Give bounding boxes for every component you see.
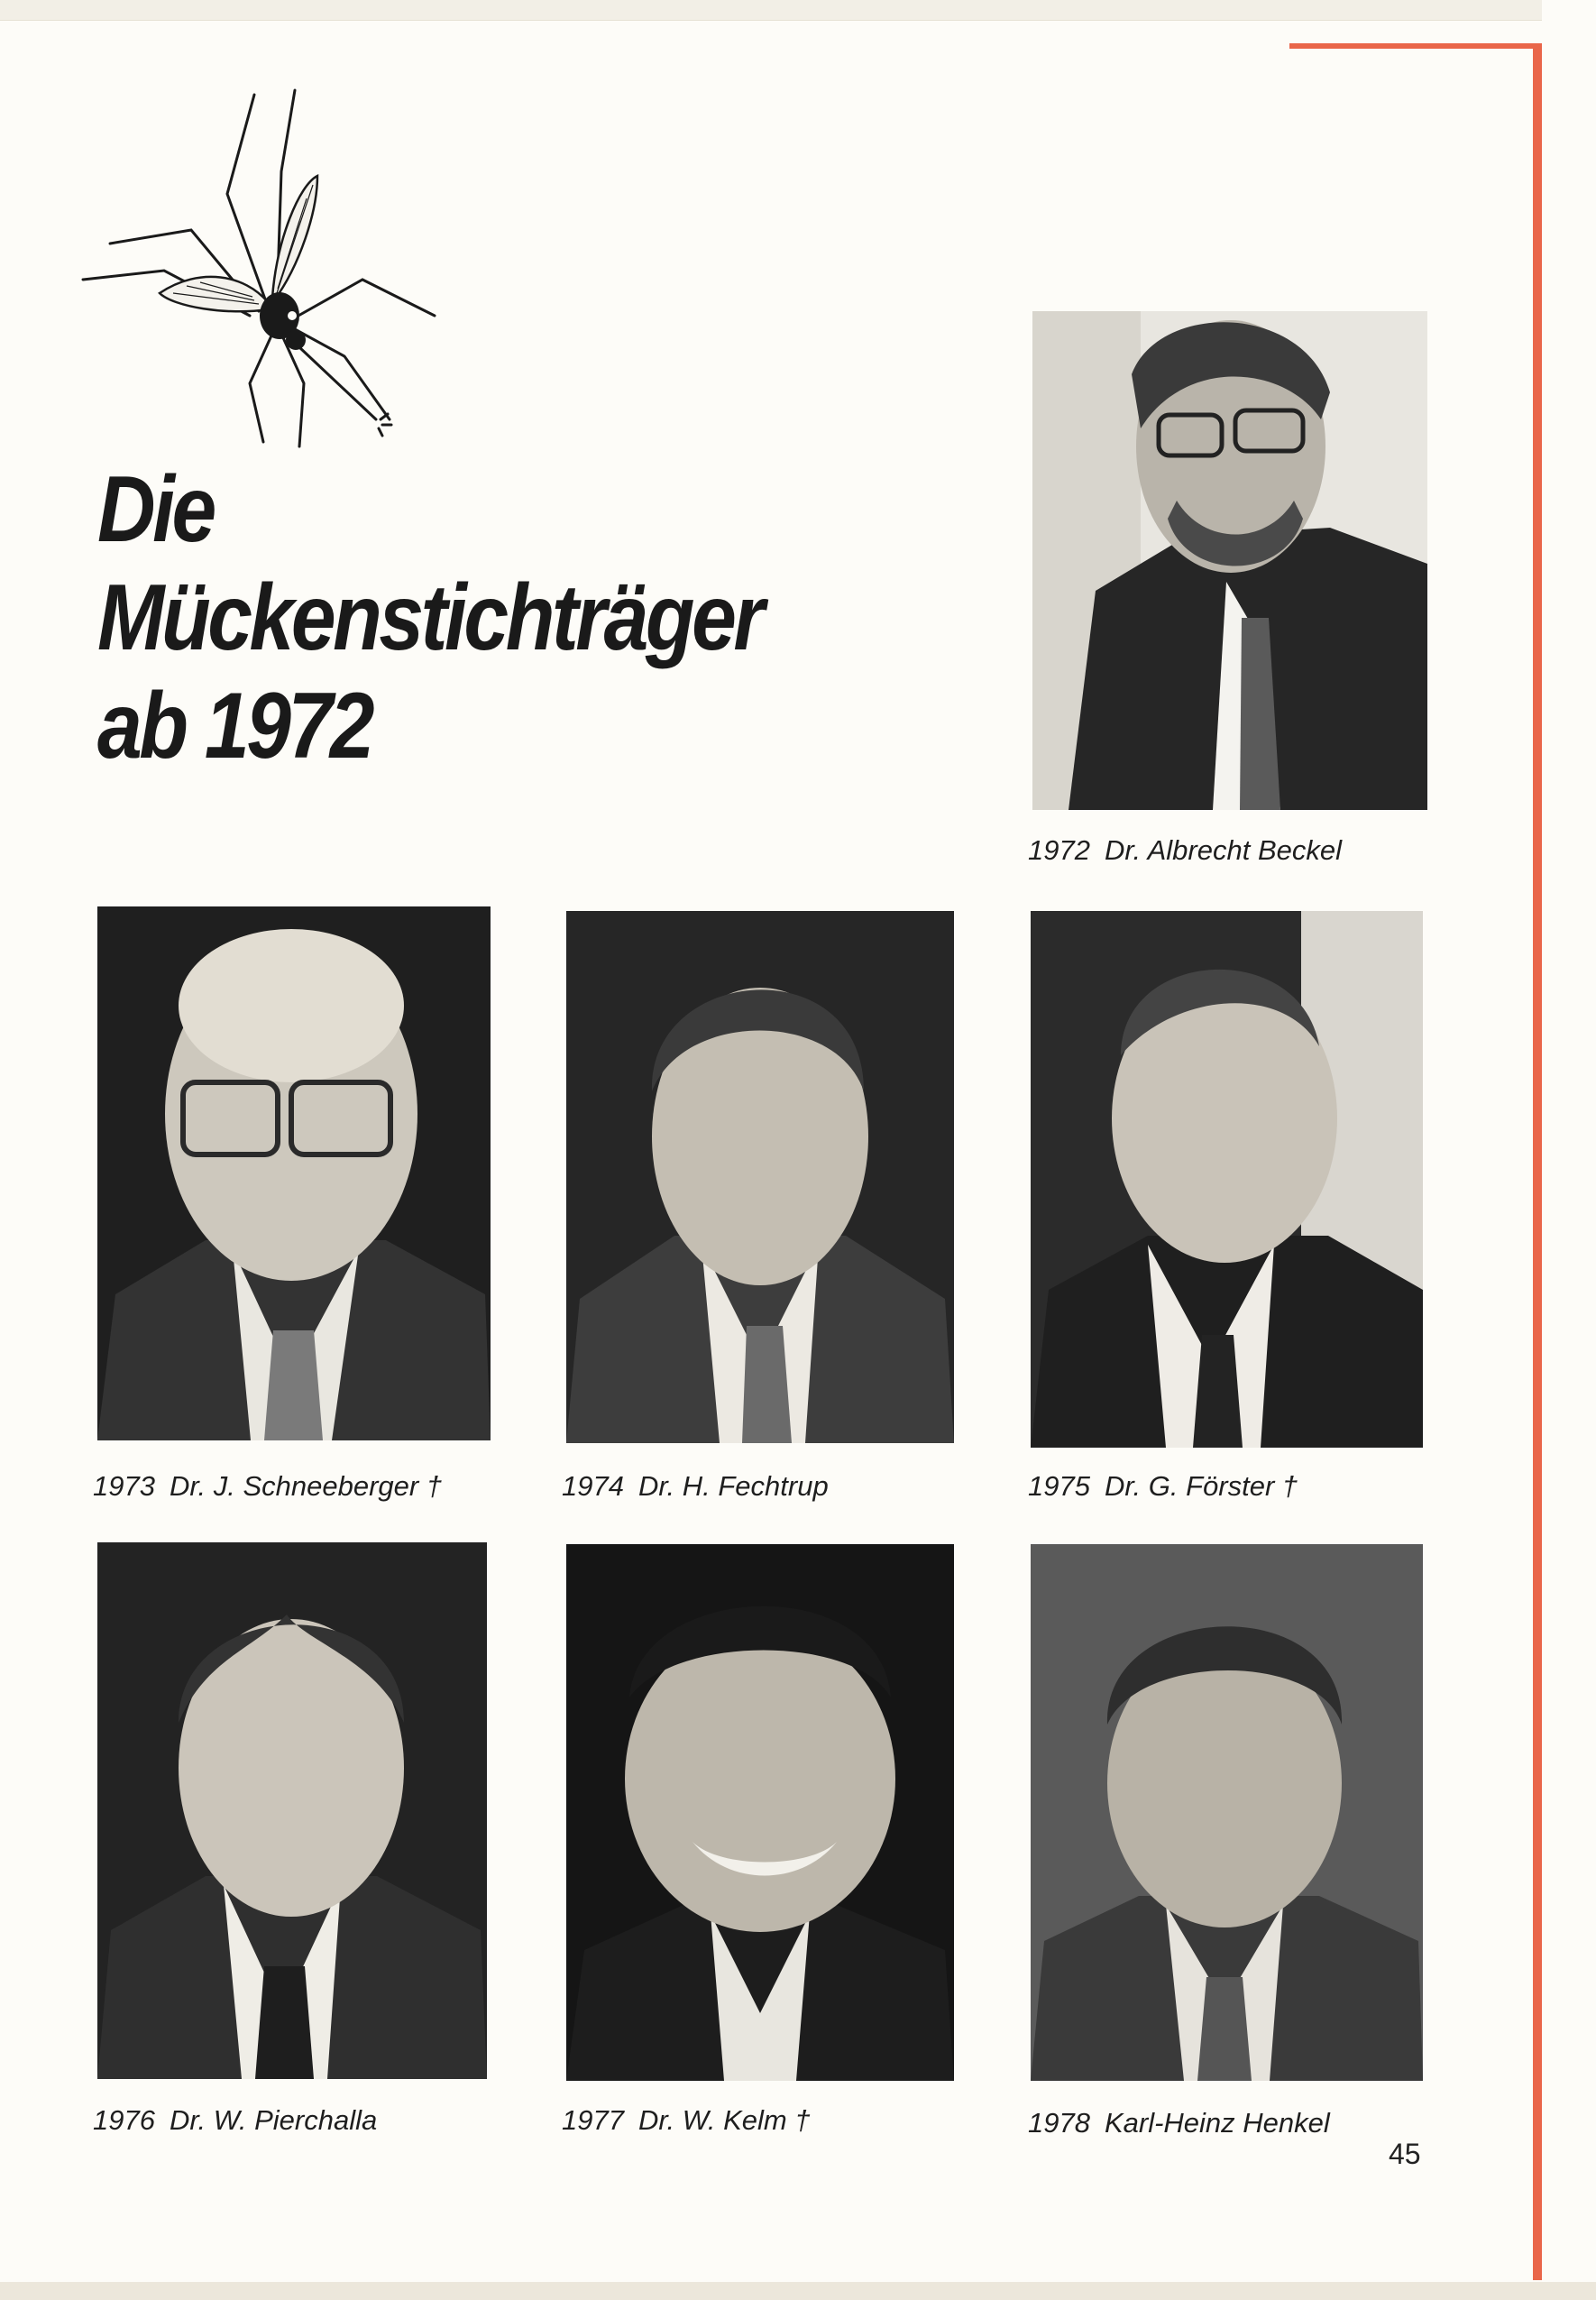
- caption-year: 1973: [93, 1470, 155, 1502]
- portrait-photo-1976: [97, 1542, 487, 2079]
- mosquito-illustration-icon: [74, 86, 453, 465]
- title-line-2: Mückenstichträger: [97, 566, 762, 670]
- caption-name: Dr. W. Kelm †: [637, 2104, 811, 2136]
- caption-year: 1974: [562, 1470, 624, 1502]
- caption-name: Dr. Albrecht Beckel: [1104, 834, 1342, 866]
- caption-name: Dr. J. Schneeberger †: [169, 1470, 443, 1502]
- caption-name: Dr. W. Pierchalla: [169, 2104, 378, 2136]
- caption-1975: [1028, 1470, 1298, 1503]
- title-line-1: Die: [97, 457, 214, 562]
- page-bottom-edge: [0, 2282, 1596, 2300]
- caption-year: 1975: [1028, 1470, 1090, 1502]
- accent-stripe: [1533, 43, 1542, 2280]
- portrait-photo-1972: [1032, 311, 1427, 810]
- page-number: 45: [1389, 2138, 1421, 2170]
- accent-stripe-top: [1289, 43, 1542, 49]
- caption-year: 1976: [93, 2104, 155, 2136]
- portrait-photo-1973: [97, 906, 491, 1440]
- caption-1974: [562, 1470, 829, 1503]
- portrait-photo-1975: [1031, 911, 1423, 1448]
- caption-name: Karl-Heinz Henkel: [1104, 2107, 1330, 2139]
- portrait-photo-1974: [566, 911, 954, 1443]
- caption-1973: [93, 1470, 442, 1503]
- caption-year: 1972: [1028, 834, 1090, 866]
- page-top-edge: [0, 0, 1542, 21]
- caption-name: Dr. H. Fechtrup: [637, 1470, 829, 1502]
- caption-year: 1977: [562, 2104, 624, 2136]
- caption-1972: [1028, 834, 1342, 867]
- caption-name: Dr. G. Förster †: [1104, 1470, 1298, 1502]
- caption-1977: [562, 2104, 811, 2137]
- caption-1976: [93, 2104, 377, 2137]
- caption-year: 1978: [1028, 2107, 1090, 2139]
- caption-1978: [1028, 2107, 1330, 2139]
- page-title: [97, 455, 858, 780]
- portrait-photo-1977: [566, 1544, 954, 2081]
- portrait-photo-1978: [1031, 1544, 1423, 2081]
- title-line-3: ab 1972: [97, 674, 372, 778]
